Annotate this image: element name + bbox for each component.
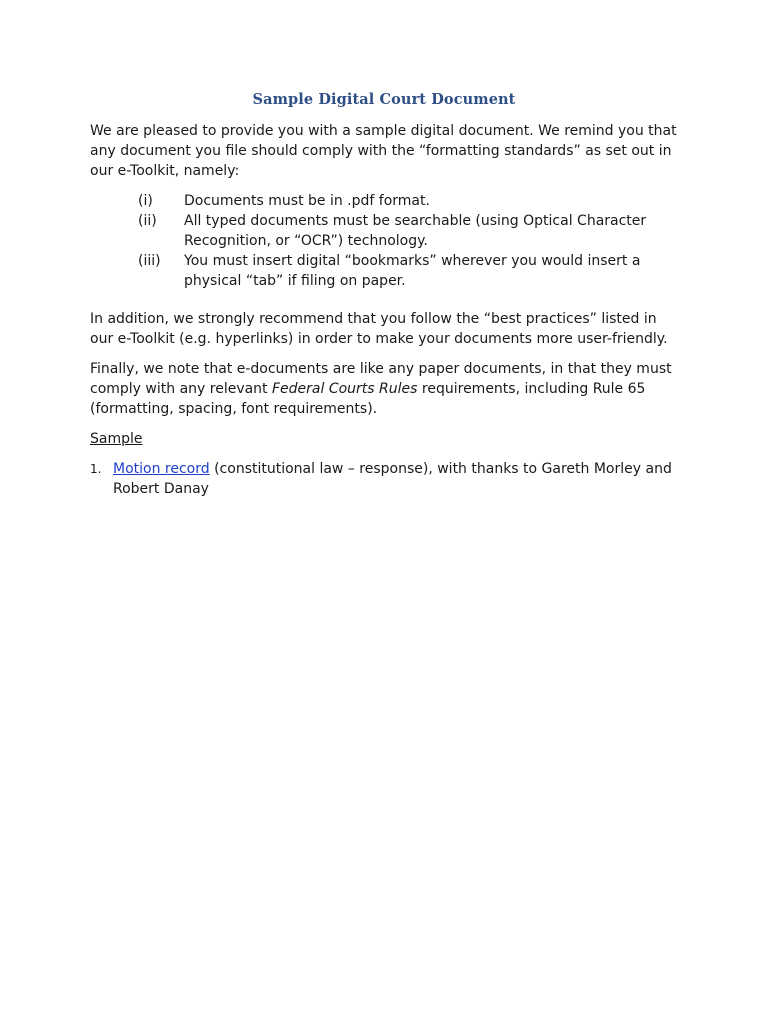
sample-list <box>90 459 682 499</box>
motion-record-link[interactable]: Motion record <box>113 461 210 477</box>
list-item-text: Documents must be in .pdf format. <box>184 193 430 209</box>
sample-item-description: (constitutional law – response), with thanks to Gareth Morley and Robert Danay <box>113 461 672 497</box>
document-title: Sample Digital Court Document <box>252 91 516 108</box>
formatting-standards-list <box>138 191 683 291</box>
rules-italic-text: Federal Courts Rules <box>272 381 418 397</box>
list-number: 1. <box>90 462 102 476</box>
list-item <box>138 251 683 291</box>
intro-paragraph: We are pleased to provide you with a sample digital document. We remind you that any document you file should comply with the “formatting standards” as set out in our e-Toolkit, namely: <box>90 123 677 179</box>
list-item <box>90 459 682 499</box>
best-practices-paragraph: In addition, we strongly recommend that you follow the “best practices” listed in our e-Toolkit (e.g. hyperlinks) in order to make your documents more user-friendly. <box>90 311 668 347</box>
sample-item-text <box>113 459 682 499</box>
list-item <box>138 211 683 251</box>
list-marker: (iii) <box>138 253 161 269</box>
list-item-text: All typed documents must be searchable (using Optical Character Recognition, or “OCR”) technology. <box>184 213 647 249</box>
list-marker: (ii) <box>138 213 157 229</box>
rules-text-after: requirements, including Rule 65 (formatting, spacing, font requirements). <box>90 381 646 417</box>
list-item <box>138 191 683 211</box>
sample-heading: Sample <box>90 431 143 447</box>
rules-paragraph <box>90 359 682 419</box>
list-item-text: You must insert digital “bookmarks” wherever you would insert a physical “tab” if filing on paper. <box>184 253 641 289</box>
rules-text-before: Finally, we note that e-documents are like any paper documents, in that they must comply with any relevant <box>90 361 672 397</box>
list-marker: (i) <box>138 193 153 209</box>
